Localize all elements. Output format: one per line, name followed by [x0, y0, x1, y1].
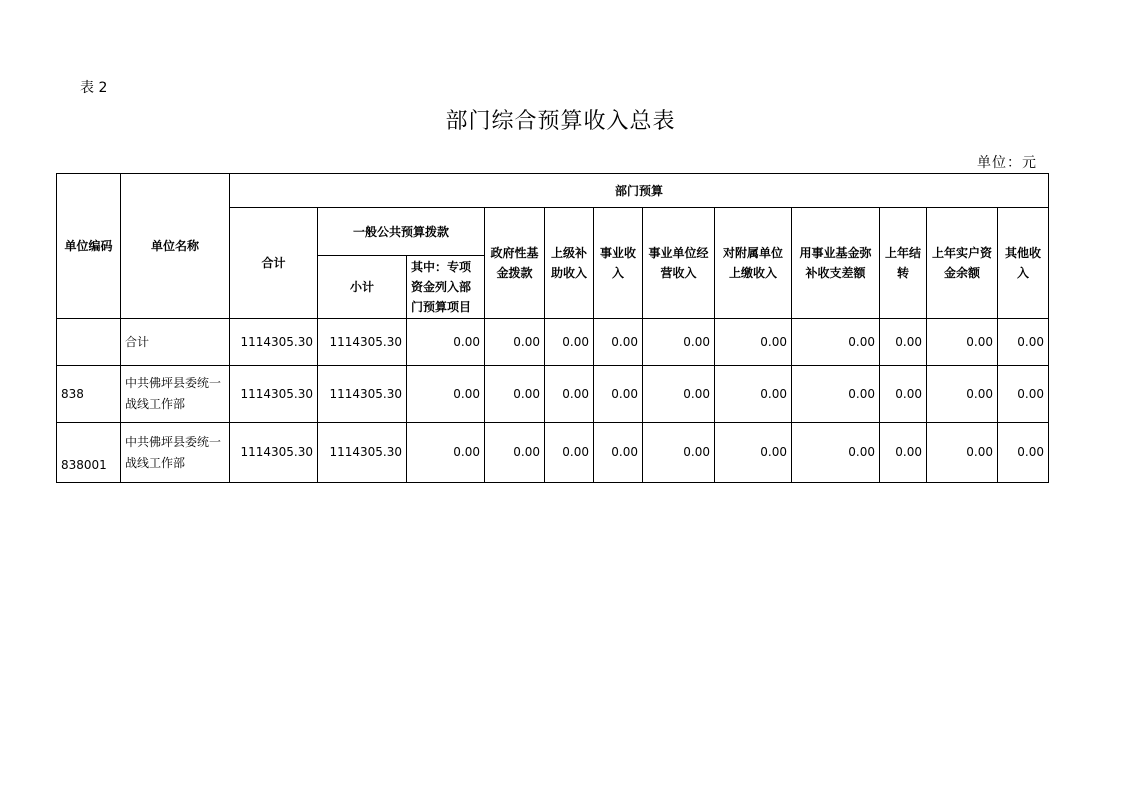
cell-last-year-carry: 0.00 — [880, 423, 927, 483]
table-number: 表 2 — [80, 80, 108, 96]
header-subtotal: 小计 — [318, 256, 407, 319]
header-total: 合计 — [230, 208, 318, 319]
header-other-income: 其他收入 — [998, 208, 1049, 319]
cell-business-income: 0.00 — [594, 423, 643, 483]
header-general-public-budget: 一般公共预算拨款 — [318, 208, 485, 256]
cell-total: 1114305.30 — [230, 319, 318, 366]
cell-affiliated-income: 0.00 — [715, 423, 792, 483]
cell-other-income: 0.00 — [998, 423, 1049, 483]
header-special-project: 其中：专项资金列入部门预算项目 — [407, 256, 485, 319]
cell-superior-subsidy: 0.00 — [545, 423, 594, 483]
cell-special-project: 0.00 — [407, 366, 485, 423]
header-last-year-carry: 上年结转 — [880, 208, 927, 319]
cell-fund-makeup: 0.00 — [792, 366, 880, 423]
table-row — [57, 319, 1049, 366]
cell-subtotal: 1114305.30 — [318, 366, 407, 423]
cell-gov-fund: 0.00 — [485, 319, 545, 366]
cell-fund-makeup: 0.00 — [792, 319, 880, 366]
cell-special-project: 0.00 — [407, 423, 485, 483]
cell-superior-subsidy: 0.00 — [545, 319, 594, 366]
cell-unit-code: 838 — [57, 366, 121, 423]
cell-last-year-balance: 0.00 — [927, 319, 998, 366]
cell-unit-name: 合计 — [121, 319, 230, 366]
header-superior-subsidy: 上级补助收入 — [545, 208, 594, 319]
page-title: 部门综合预算收入总表 — [445, 109, 676, 134]
cell-business-operation: 0.00 — [643, 423, 715, 483]
cell-unit-code — [57, 319, 121, 366]
header-gov-fund: 政府性基金拨款 — [485, 208, 545, 319]
unit-label: 单位：元 — [977, 155, 1037, 171]
cell-affiliated-income: 0.00 — [715, 366, 792, 423]
cell-last-year-balance: 0.00 — [927, 423, 998, 483]
cell-superior-subsidy: 0.00 — [545, 366, 594, 423]
cell-last-year-balance: 0.00 — [927, 366, 998, 423]
cell-unit-name: 中共佛坪县委统一战线工作部 — [121, 423, 230, 483]
header-business-income: 事业收入 — [594, 208, 643, 319]
cell-last-year-carry: 0.00 — [880, 319, 927, 366]
header-affiliated-income: 对附属单位上缴收入 — [715, 208, 792, 319]
cell-gov-fund: 0.00 — [485, 423, 545, 483]
cell-affiliated-income: 0.00 — [715, 319, 792, 366]
cell-total: 1114305.30 — [230, 366, 318, 423]
table-row — [57, 366, 1049, 423]
cell-business-operation: 0.00 — [643, 366, 715, 423]
cell-other-income: 0.00 — [998, 319, 1049, 366]
cell-fund-makeup: 0.00 — [792, 423, 880, 483]
header-dept-budget: 部门预算 — [230, 174, 1049, 208]
header-unit-name: 单位名称 — [121, 174, 230, 319]
cell-business-operation: 0.00 — [643, 319, 715, 366]
cell-unit-name: 中共佛坪县委统一战线工作部 — [121, 366, 230, 423]
header-unit-code: 单位编码 — [57, 174, 121, 319]
header-business-operation: 事业单位经营收入 — [643, 208, 715, 319]
cell-last-year-carry: 0.00 — [880, 366, 927, 423]
cell-business-income: 0.00 — [594, 366, 643, 423]
cell-subtotal: 1114305.30 — [318, 319, 407, 366]
cell-subtotal: 1114305.30 — [318, 423, 407, 483]
header-last-year-balance: 上年实户资金余额 — [927, 208, 998, 319]
cell-unit-code: 838001 — [57, 423, 121, 483]
cell-other-income: 0.00 — [998, 366, 1049, 423]
cell-special-project: 0.00 — [407, 319, 485, 366]
cell-gov-fund: 0.00 — [485, 366, 545, 423]
cell-business-income: 0.00 — [594, 319, 643, 366]
table-row — [57, 423, 1049, 483]
budget-income-table — [56, 173, 1049, 483]
header-fund-makeup: 用事业基金弥补收支差额 — [792, 208, 880, 319]
cell-total: 1114305.30 — [230, 423, 318, 483]
